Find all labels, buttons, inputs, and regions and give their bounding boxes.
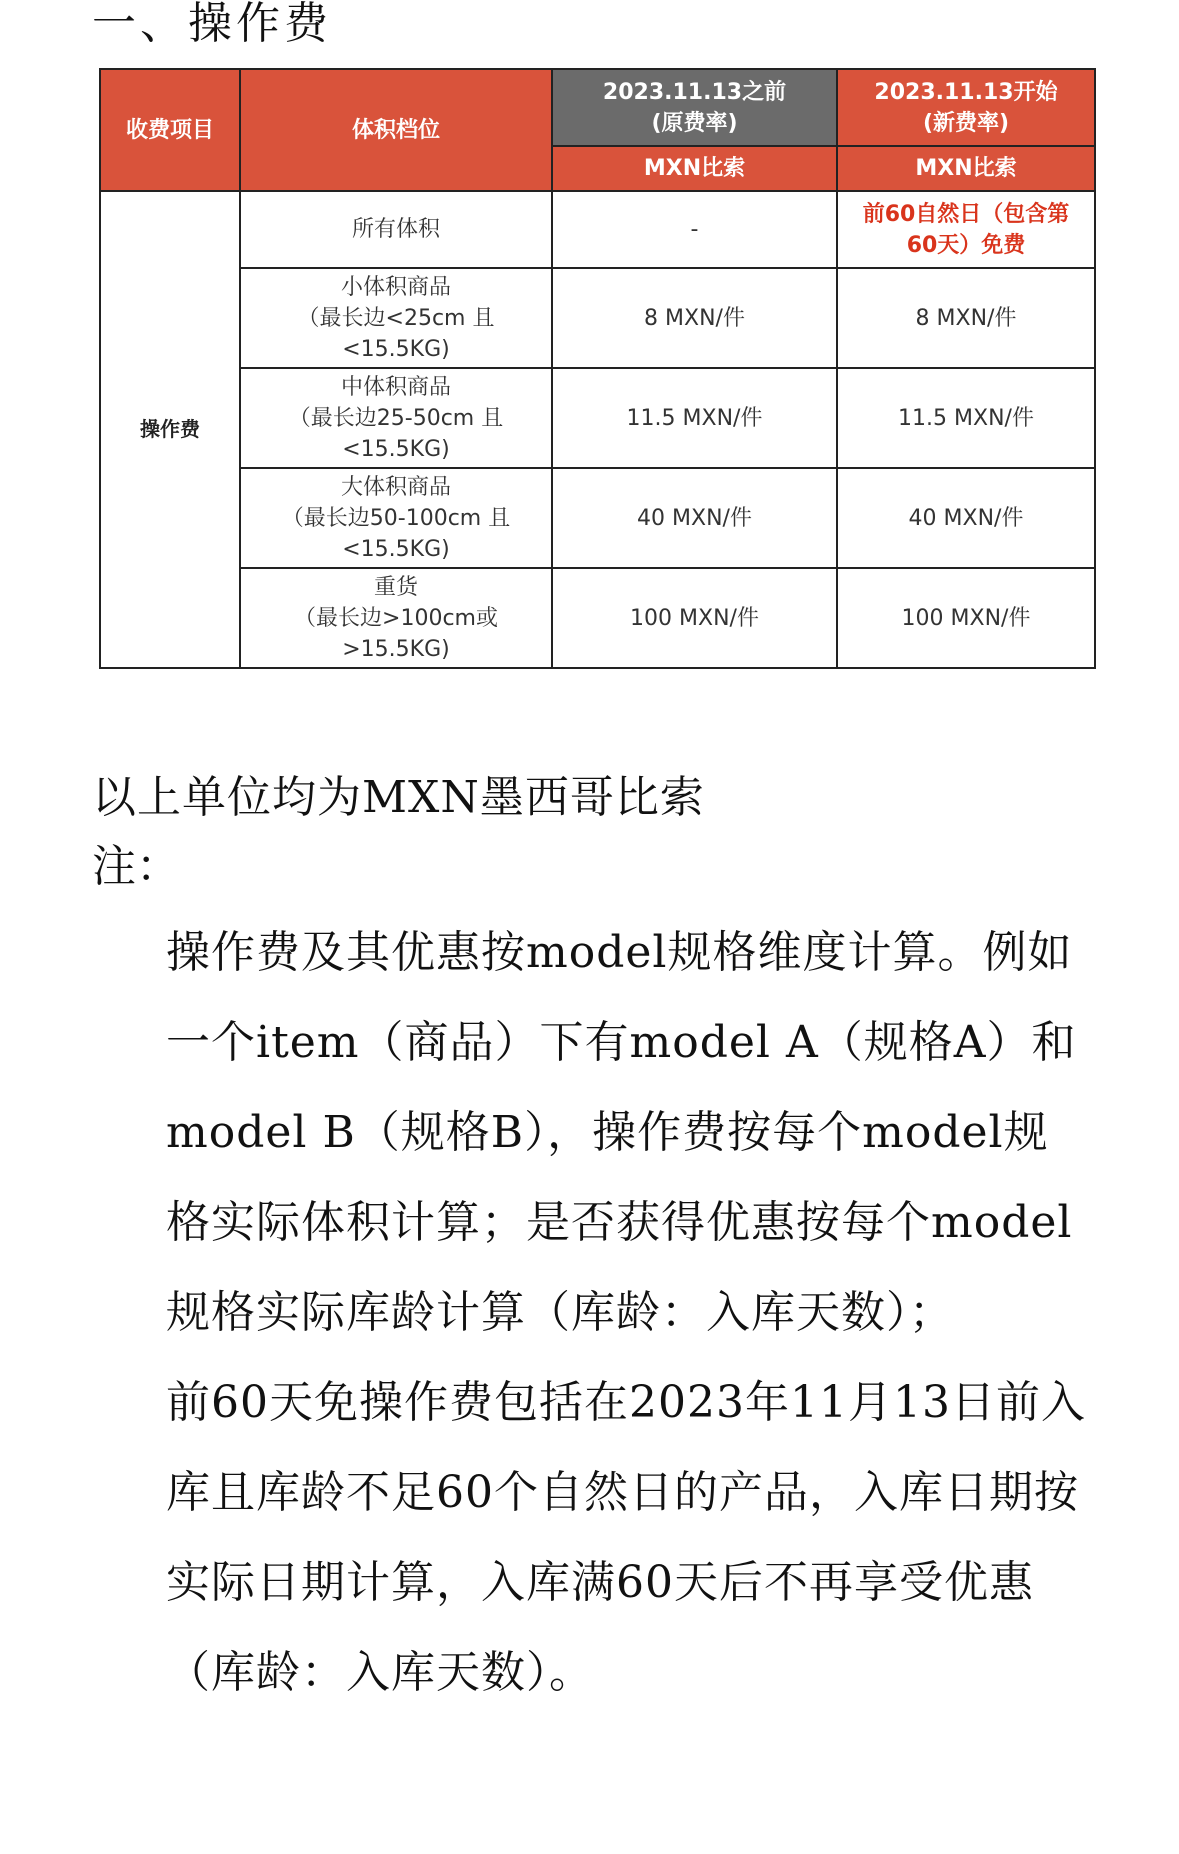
note-paragraph: 前60天免操作费包括在2023年11月13日前入库且库龄不足60个自然日的产品，入库日期按实际日期计算，入库满60天后不再享受优惠（库龄：入库天数）。 (166, 1377, 1086, 1698)
table-cell-volume: 小体积商品 （最长边<25cm 且 <15.5KG) (240, 268, 552, 368)
note-paragraph: 操作费及其优惠按model规格维度计算。例如一个item（商品）下有model A（规格A）和model B（规格B），操作费按每个model规格实际体积计算；是否获得优惠按每个model规格实际库龄计算（库龄：入库天数）； (166, 927, 1077, 1338)
table-cell-volume: 中体积商品 （最长边25-50cm 且 <15.5KG) (240, 368, 552, 468)
note-body (166, 908, 1091, 1718)
section-title: 一、操作费 (92, 0, 332, 49)
header-volume-col: 体积档位 (240, 69, 552, 191)
table-cell-new-free: 前60自然日（包含第 60天）免费 (837, 191, 1095, 268)
table-cell-new: 40 MXN/件 (837, 468, 1095, 568)
category-cell: 操作费 (100, 191, 240, 668)
table-cell-new: 8 MXN/件 (837, 268, 1095, 368)
table-cell-old: 40 MXN/件 (552, 468, 837, 568)
table-cell-volume: 重货 （最长边>100cm或 >15.5KG) (240, 568, 552, 668)
note-label: 注： (92, 841, 180, 892)
table-cell-volume: 所有体积 (240, 191, 552, 268)
table-cell-volume: 大体积商品 （最长边50-100cm 且 <15.5KG) (240, 468, 552, 568)
header-item-col: 收费项目 (100, 69, 240, 191)
header-new-rate: 2023.11.13开始 (新费率) (837, 69, 1095, 146)
table-cell-new: 100 MXN/件 (837, 568, 1095, 668)
units-note: 以上单位均为MXN墨西哥比索 (92, 772, 705, 823)
table-cell-old: 11.5 MXN/件 (552, 368, 837, 468)
table-cell-new: 11.5 MXN/件 (837, 368, 1095, 468)
header-old-rate: 2023.11.13之前 (原费率) (552, 69, 837, 146)
table-cell-old: 8 MXN/件 (552, 268, 837, 368)
header-old-currency: MXN比索 (552, 146, 837, 191)
fee-table (99, 68, 1096, 669)
header-new-currency: MXN比索 (837, 146, 1095, 191)
table-cell-old: - (552, 191, 837, 268)
table-cell-old: 100 MXN/件 (552, 568, 837, 668)
